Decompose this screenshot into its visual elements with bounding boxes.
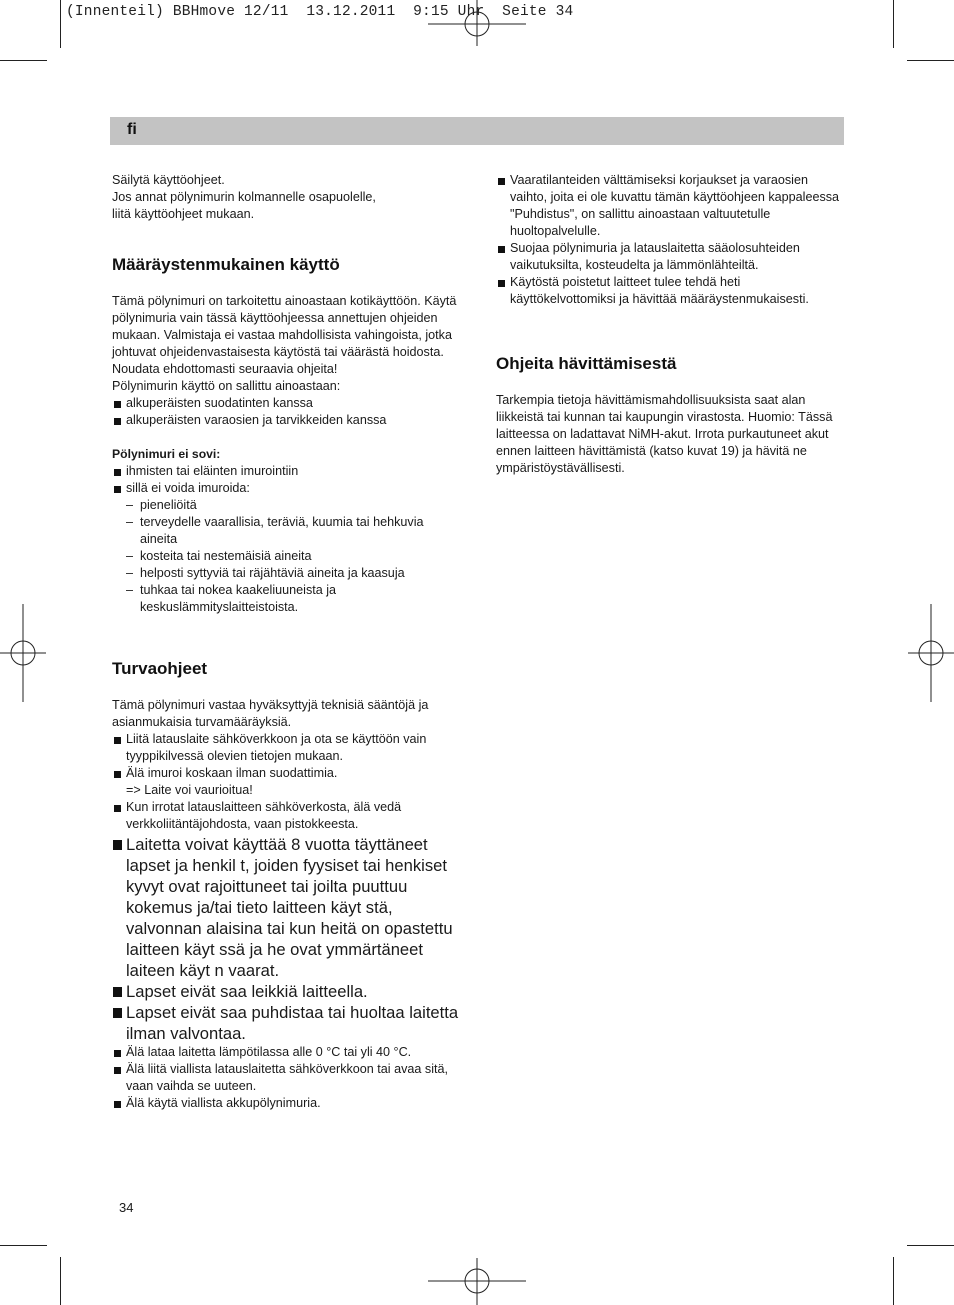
crop-mark xyxy=(893,0,894,48)
list-item: sillä ei voida imuroida: xyxy=(112,480,462,497)
intro-line: Säilytä käyttöohjeet. xyxy=(112,173,225,187)
list-item: ihmisten tai eläinten imurointiin xyxy=(112,463,462,480)
crop-mark xyxy=(60,0,61,48)
intro-line: Jos annat pölynimurin kolmannelle osapuolelle, xyxy=(112,190,376,204)
safety-list-right xyxy=(496,172,846,308)
crop-mark xyxy=(907,60,954,61)
disposal-paragraph: Tarkempia tietoja hävittämismahdollisuuksista saat alan liikkeistä tai kunnan tai kaupungin virastosta. Huomio: Tässä laitteessa on ladattavat NiMH-akut. Irrota purkautuneet akut ennen laitteen hävittämistä (katso kuvat 19) ja hävitä ne ympäristöystävällisesti. xyxy=(496,393,833,475)
section-heading-safety: Turvaohjeet xyxy=(112,659,208,678)
allowed-use-list xyxy=(112,395,462,429)
list-item: – helposti syttyviä tai räjähtäviä aineita ja kaasuja xyxy=(112,565,462,582)
warning-line: => Laite voi vaurioitua! xyxy=(126,783,253,797)
list-item: alkuperäisten varaosien ja tarvikkeiden kanssa xyxy=(112,412,462,429)
list-item-text: Älä imuroi koskaan ilman suodattimia. xyxy=(126,766,338,780)
list-item: Laitetta voivat käyttää 8 vuotta täyttäneet lapset ja henkil t, joiden fyysiset tai henkiset kyvyt ovat rajoittuneet tai joilta puuttuu kokemus ja/tai tieto laitteen käyt stä, valvonnan alaisina tai kun heitä on opastettu laitteen käyt ssä ja he ovat ymmärtäneet laiteen käyt n vaarat. xyxy=(112,834,462,981)
list-item: Liitä latauslaite sähköverkkoon ja ota se käyttöön vain tyyppikilvessä olevien tietojen mukaan. xyxy=(112,731,462,765)
language-code: fi xyxy=(127,121,137,138)
list-item: Älä lataa laitetta lämpötilassa alle 0 °C tai yli 40 °C. xyxy=(112,1044,462,1061)
safety-list-large xyxy=(112,834,462,1044)
crop-mark xyxy=(0,60,47,61)
crop-mark xyxy=(907,1245,954,1246)
not-suitable-heading: Pölynimuri ei sovi: xyxy=(112,447,221,461)
list-item: Käytöstä poistetut laitteet tulee tehdä heti käyttökelvottomiksi ja hävittää määräystenmukaisesti. xyxy=(496,274,846,308)
list-item: Kun irrotat latauslaitteen sähköverkosta, älä vedä verkkoliitäntäjohdosta, vaan pistokkeesta. xyxy=(112,799,462,833)
registration-mark-icon xyxy=(428,0,526,46)
safety-paragraph: Tämä pölynimuri vastaa hyväksyttyjä teknisiä sääntöjä ja asianmukaisia turvamääräyksiä. xyxy=(112,698,429,729)
list-item: Älä liitä viallista latauslaitetta sähköverkkoon tai avaa sitä, vaan vaihda se uuteen. xyxy=(112,1061,462,1095)
right-column xyxy=(496,172,846,477)
language-header-bar xyxy=(110,117,844,145)
crop-mark xyxy=(60,1257,61,1305)
list-item: Lapset eivät saa leikkiä laitteella. xyxy=(112,981,462,1002)
list-item: Vaaratilanteiden välttämiseksi korjaukset ja varaosien vaihto, joita ei ole kuvattu tämän käyttöohjeen kappaleessa "Puhdistus", on sallittu ainoastaan valtuutetulle huoltopalvelulle. xyxy=(496,172,846,240)
list-item: – pieneliöitä xyxy=(112,497,462,514)
print-slug-line: (Innenteil) BBHmove 12/11 13.12.2011 9:15 Uhr Seite 34 xyxy=(66,4,574,20)
crop-mark xyxy=(893,1257,894,1305)
section-heading-disposal: Ohjeita hävittämisestä xyxy=(496,354,677,373)
left-column-safety xyxy=(112,658,462,1112)
list-item: – terveydelle vaarallisia, teräviä, kuumia tai hehkuvia aineita xyxy=(112,514,462,548)
list-item: alkuperäisten suodatinten kanssa xyxy=(112,395,462,412)
registration-mark-icon xyxy=(428,1258,526,1305)
not-suitable-list xyxy=(112,463,462,497)
registration-mark-icon xyxy=(908,604,954,702)
intended-use-paragraph: Tämä pölynimuri on tarkoitettu ainoastaan kotikäyttöön. Käytä pölynimuria vain tässä käyttöohjeessa annettujen ohjeiden mukaan. Valmistaja ei vastaa mahdollisista vahingoista, jotka johtuvat ohjeidenvastaisesta käytöstä tai väärästä hoidosta. Noudata ehdottomasti seuraavia ohjeita! xyxy=(112,294,457,376)
list-item: Älä käytä viallista akkupölynimuria. xyxy=(112,1095,462,1112)
list-item xyxy=(112,765,462,799)
safety-list-continued xyxy=(112,1044,462,1112)
left-column-top xyxy=(112,172,462,616)
list-item: – kosteita tai nestemäisiä aineita xyxy=(112,548,462,565)
intro-line: liitä käyttöohjeet mukaan. xyxy=(112,207,255,221)
crop-mark xyxy=(0,1245,47,1246)
list-item: Suojaa pölynimuria ja latauslaitetta sääolosuhteiden vaikutuksilta, kosteudelta ja lämmönlähteiltä. xyxy=(496,240,846,274)
allowed-use-intro: Pölynimurin käyttö on sallittu ainoastaan: xyxy=(112,379,341,393)
registration-mark-icon xyxy=(0,604,46,702)
not-suitable-sublist xyxy=(112,497,462,616)
page-number: 34 xyxy=(119,1200,134,1215)
safety-list xyxy=(112,731,462,833)
list-item: – tuhkaa tai nokea kaakeliuuneista ja keskuslämmityslaitteistoista. xyxy=(112,582,462,616)
section-heading-intended-use: Määräystenmukainen käyttö xyxy=(112,255,340,274)
list-item: Lapset eivät saa puhdistaa tai huoltaa laitetta ilman valvontaa. xyxy=(112,1002,462,1044)
